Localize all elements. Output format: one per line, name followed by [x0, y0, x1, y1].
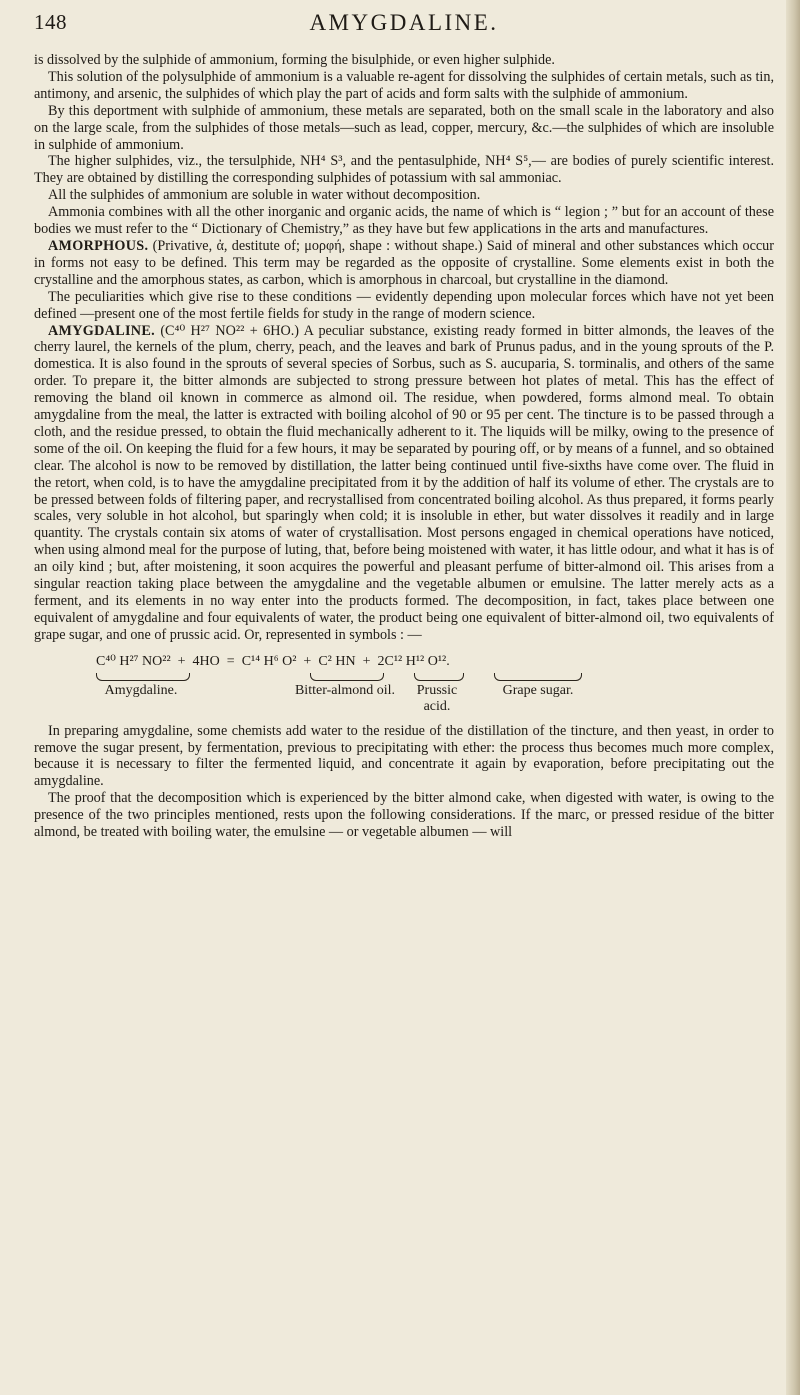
paragraph: Ammonia combines with all the other inorganic and organic acids, the name of which is “ legion ; ” but for an account of these bodies we must refer to the “ Dictionary of Chemistry,” as they have but few applications in the arts and manufactures. [34, 204, 774, 238]
underbrace [494, 673, 582, 681]
equation-term: 2C¹² H¹² O¹². [377, 653, 450, 669]
page-number: 148 [34, 10, 67, 34]
entry-amygdaline [34, 323, 774, 644]
underbrace [96, 673, 190, 681]
equation-term: C² HN [318, 653, 356, 669]
paragraph: This solution of the polysulphide of ammonium is a valuable re-agent for dissolving the sulphides of certain metals, such as tin, antimony, and arsenic, the sulphides of which play the part of acids and form salts with the sulphide of ammonium. [34, 68, 774, 102]
paragraph: By this deportment with sulphide of ammonium, these metals are separated, both on the small scale in the laboratory and also on the large scale, from the sulphides of those metals—such as lead, copper, mercury, &c.—the sulphides of which are insoluble in sulphide of ammonium. [34, 102, 774, 153]
entry-text: (Privative, ἀ, destitute of; μορφή, shape : without shape.) Said of mineral and other substances which occur in forms not easy to be defined. This term may be regarded as the opposite of crystalline. Some elements exist in both the crystalline and the amorphous states, as carbon, which is amorphous in charcoal, but crystalline in the diamond. [34, 237, 774, 288]
equation-line [34, 654, 774, 671]
running-title: AMYGDALINE. [309, 10, 499, 35]
equation-operator: + [296, 653, 319, 669]
equation-term: 4HO [192, 653, 220, 669]
equation-operator: + [355, 653, 378, 669]
paragraph: In preparing amygdaline, some chemists add water to the residue of the distillation of the tincture, and then yeast, in order to remove the sugar present, by fermentation, previous to precipitating with ether: the process thus becomes much more complex, because it is necessary to filter the fermented liquid, and concentrate it again by evaporation, before precipitating out the amygdaline. [34, 722, 774, 790]
equation-term: C¹⁴ H⁶ O² [241, 653, 297, 669]
entry-text: (C⁴⁰ H²⁷ NO²² + 6HO.) A peculiar substance, existing ready formed in bitter almonds, the leaves of the cherry laurel, the kernels of the plum, cherry, peach, and the leaves and bark of Prunus padus, and in the young sprouts of the P. domestica. It is also found in the sprouts of several species of Sorbus, such as S. aucuparia, S. torminalis, and others of the same order. To prepare it, the bitter almonds are subjected to strong pressure between hot plates of metal. This has the effect of removing the bland oil known in commerce as almond oil. The residue, when powdered, forms almond meal. To obtain amygdaline from the meal, the latter is extracted with boiling alcohol of 90 or 95 per cent. The tincture is to be passed through a cloth, and the residue pressed, to obtain the fluid mechanically adherent to it. The liquids will be milky, owing to the presence of some of the oil. On keeping the fluid for a few hours, it may be separated by pouring off, or by means of a funnel, and so obtained clear. The alcohol is now to be removed by distillation, the latter being continued until five-sixths have come over. The fluid in the retort, when cold, is to have the amygdaline precipitated from it by the addition of half its volume of ether. The crystals are to be pressed between folds of filtering paper, and recrystallised from concentrated boiling alcohol. As thus prepared, it forms pearly scales, very soluble in hot alcohol, but sparingly when cold; it is insoluble in ether, but water dissolves it readily and in large quantity. The crystals contain six atoms of water of crystallisation. Most persons engaged in chemical operations have noticed, when using almond meal for the purpose of luting, that, before being moistened with water, it has little odour, and what it has is of an oily kind ; but, after moistening, it soon acquires the powerful and pleasant perfume of bitter-almond oil. This arises from a singular reaction taking place between the amygdaline and the vegetable albumen or emulsine. The latter merely acts as a ferment, and its elements in no way enter into the products formed. The decomposition, in fact, takes place between one equivalent of amygdaline and four equivalents of water, the product being one equivalent of bitter-almond oil, two equivalents of grape sugar, and one of prussic acid. Or, represented in symbols : — [34, 322, 774, 643]
paragraph: All the sulphides of ammonium are soluble in water without decomposition. [48, 187, 481, 204]
entry-amorphous [34, 238, 774, 289]
equation-label: Amygdaline. [104, 682, 178, 698]
paragraph: The higher sulphides, viz., the tersulphide, NH⁴ S³, and the pentasulphide, NH⁴ S⁵,— are bodies of purely scientific interest. They are obtained by distilling the corresponding sulphides of potassium with sal ammoniac. [34, 153, 774, 187]
equation-operator: = [219, 653, 242, 669]
equation-label: Bitter-almond oil. [294, 682, 396, 698]
equation-operator: + [170, 653, 193, 669]
underbrace [310, 673, 384, 681]
entry-heading: AMYGDALINE. [48, 322, 155, 339]
entry-heading: AMORPHOUS. [48, 237, 149, 254]
paragraph: The peculiarities which give rise to these conditions — evidently depending upon molecular forces which have not yet been defined —present one of the most fertile fields for study in the range of modern science. [34, 288, 774, 322]
page-header [34, 10, 774, 40]
body-text [34, 52, 774, 841]
book-page [34, 10, 774, 841]
underbrace [414, 673, 464, 681]
chemical-equation [34, 654, 774, 719]
equation-term: C⁴⁰ H²⁷ NO²² [96, 653, 171, 669]
equation-labels [96, 683, 774, 719]
equation-label: Grape sugar. [502, 682, 574, 698]
paragraph: is dissolved by the sulphide of ammonium, forming the bisulphide, or even higher sulphide. [34, 52, 555, 68]
book-spine-edge [786, 0, 800, 1395]
paragraph: The proof that the decomposition which is experienced by the bitter almond cake, when digested with water, is owing to the presence of the two principles mentioned, rests upon the following considerations. If the marc, or pressed residue of the bitter almond, be treated with boiling water, the emulsine — or vegetable albumen — will [34, 790, 774, 841]
equation-braces [96, 671, 774, 683]
equation-label: Prussic acid. [416, 682, 458, 714]
